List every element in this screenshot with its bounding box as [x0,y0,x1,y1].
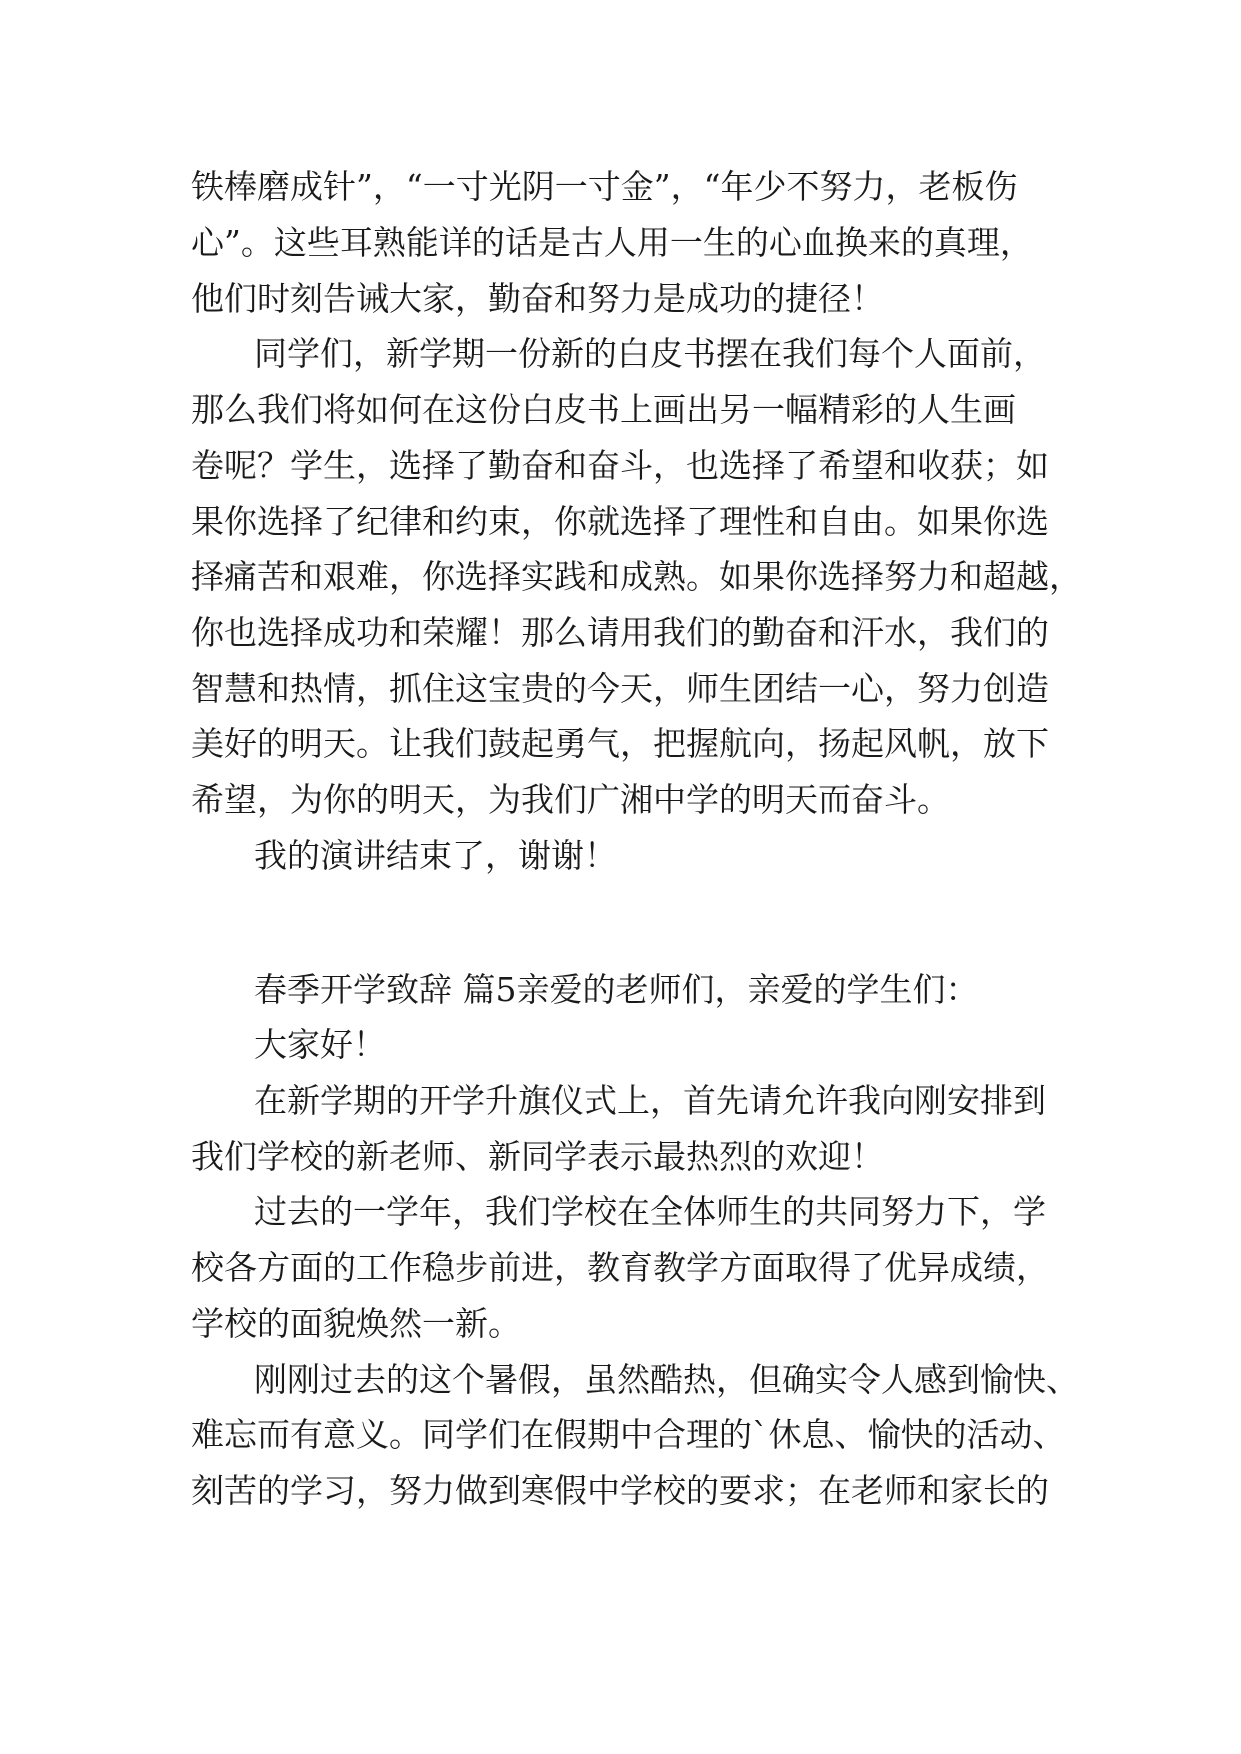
text-line: 刻苦的学习，努力做到寒假中学校的要求；在老师和家长的 [191,1471,1049,1510]
text-line: 铁棒磨成针”，“一寸光阴一寸金”，“年少不努力，老板伤 [191,167,1018,206]
text-line: 我们学校的新老师、新同学表示最热烈的欢迎！ [191,1137,884,1176]
text-line: 学校的面貌焕然一新。 [191,1304,521,1343]
text-line: 校各方面的工作稳步前进，教育教学方面取得了优异成绩， [191,1248,1049,1287]
text-line: 难忘而有意义。同学们在假期中合理的`休息、愉快的活动、 [191,1415,1066,1454]
text-line: 心”。这些耳熟能详的话是古人用一生的心血换来的真理， [191,223,1033,262]
text-line: 卷呢？学生，选择了勤奋和奋斗，也选择了希望和收获；如 [191,446,1049,485]
paragraph-start-line: 我的演讲结束了，谢谢！ [254,836,617,875]
text-line: 美好的明天。让我们鼓起勇气，把握航向，扬起风帆，放下 [191,724,1049,763]
section-heading: 春季开学致辞 篇5亲爱的老师们，亲爱的学生们： [254,970,979,1009]
paragraph-start-line: 刚刚过去的这个暑假，虽然酷热，但确实令人感到愉快、 [254,1360,1079,1399]
text-line: 择痛苦和艰难，你选择实践和成熟。如果你选择努力和超越， [191,557,1082,596]
text-line: 智慧和热情，抓住这宝贵的今天，师生团结一心，努力创造 [191,669,1049,708]
text-line: 你也选择成功和荣耀！那么请用我们的勤奋和汗水，我们的 [191,613,1049,652]
text-line: 果你选择了纪律和约束，你就选择了理性和自由。如果你选 [191,502,1049,541]
text-line: 那么我们将如何在这份白皮书上画出另一幅精彩的人生画 [191,390,1016,429]
text-line: 他们时刻告诫大家，勤奋和努力是成功的捷径！ [191,279,884,318]
paragraph-start-line: 同学们，新学期一份新的白皮书摆在我们每个人面前， [254,334,1046,373]
paragraph-start-line: 过去的一学年，我们学校在全体师生的共同努力下，学 [254,1192,1046,1231]
greeting-line: 大家好！ [254,1025,386,1064]
paragraph-start-line: 在新学期的开学升旗仪式上，首先请允许我向刚安排到 [254,1081,1046,1120]
text-line: 希望，为你的明天，为我们广湘中学的明天而奋斗。 [191,780,950,819]
